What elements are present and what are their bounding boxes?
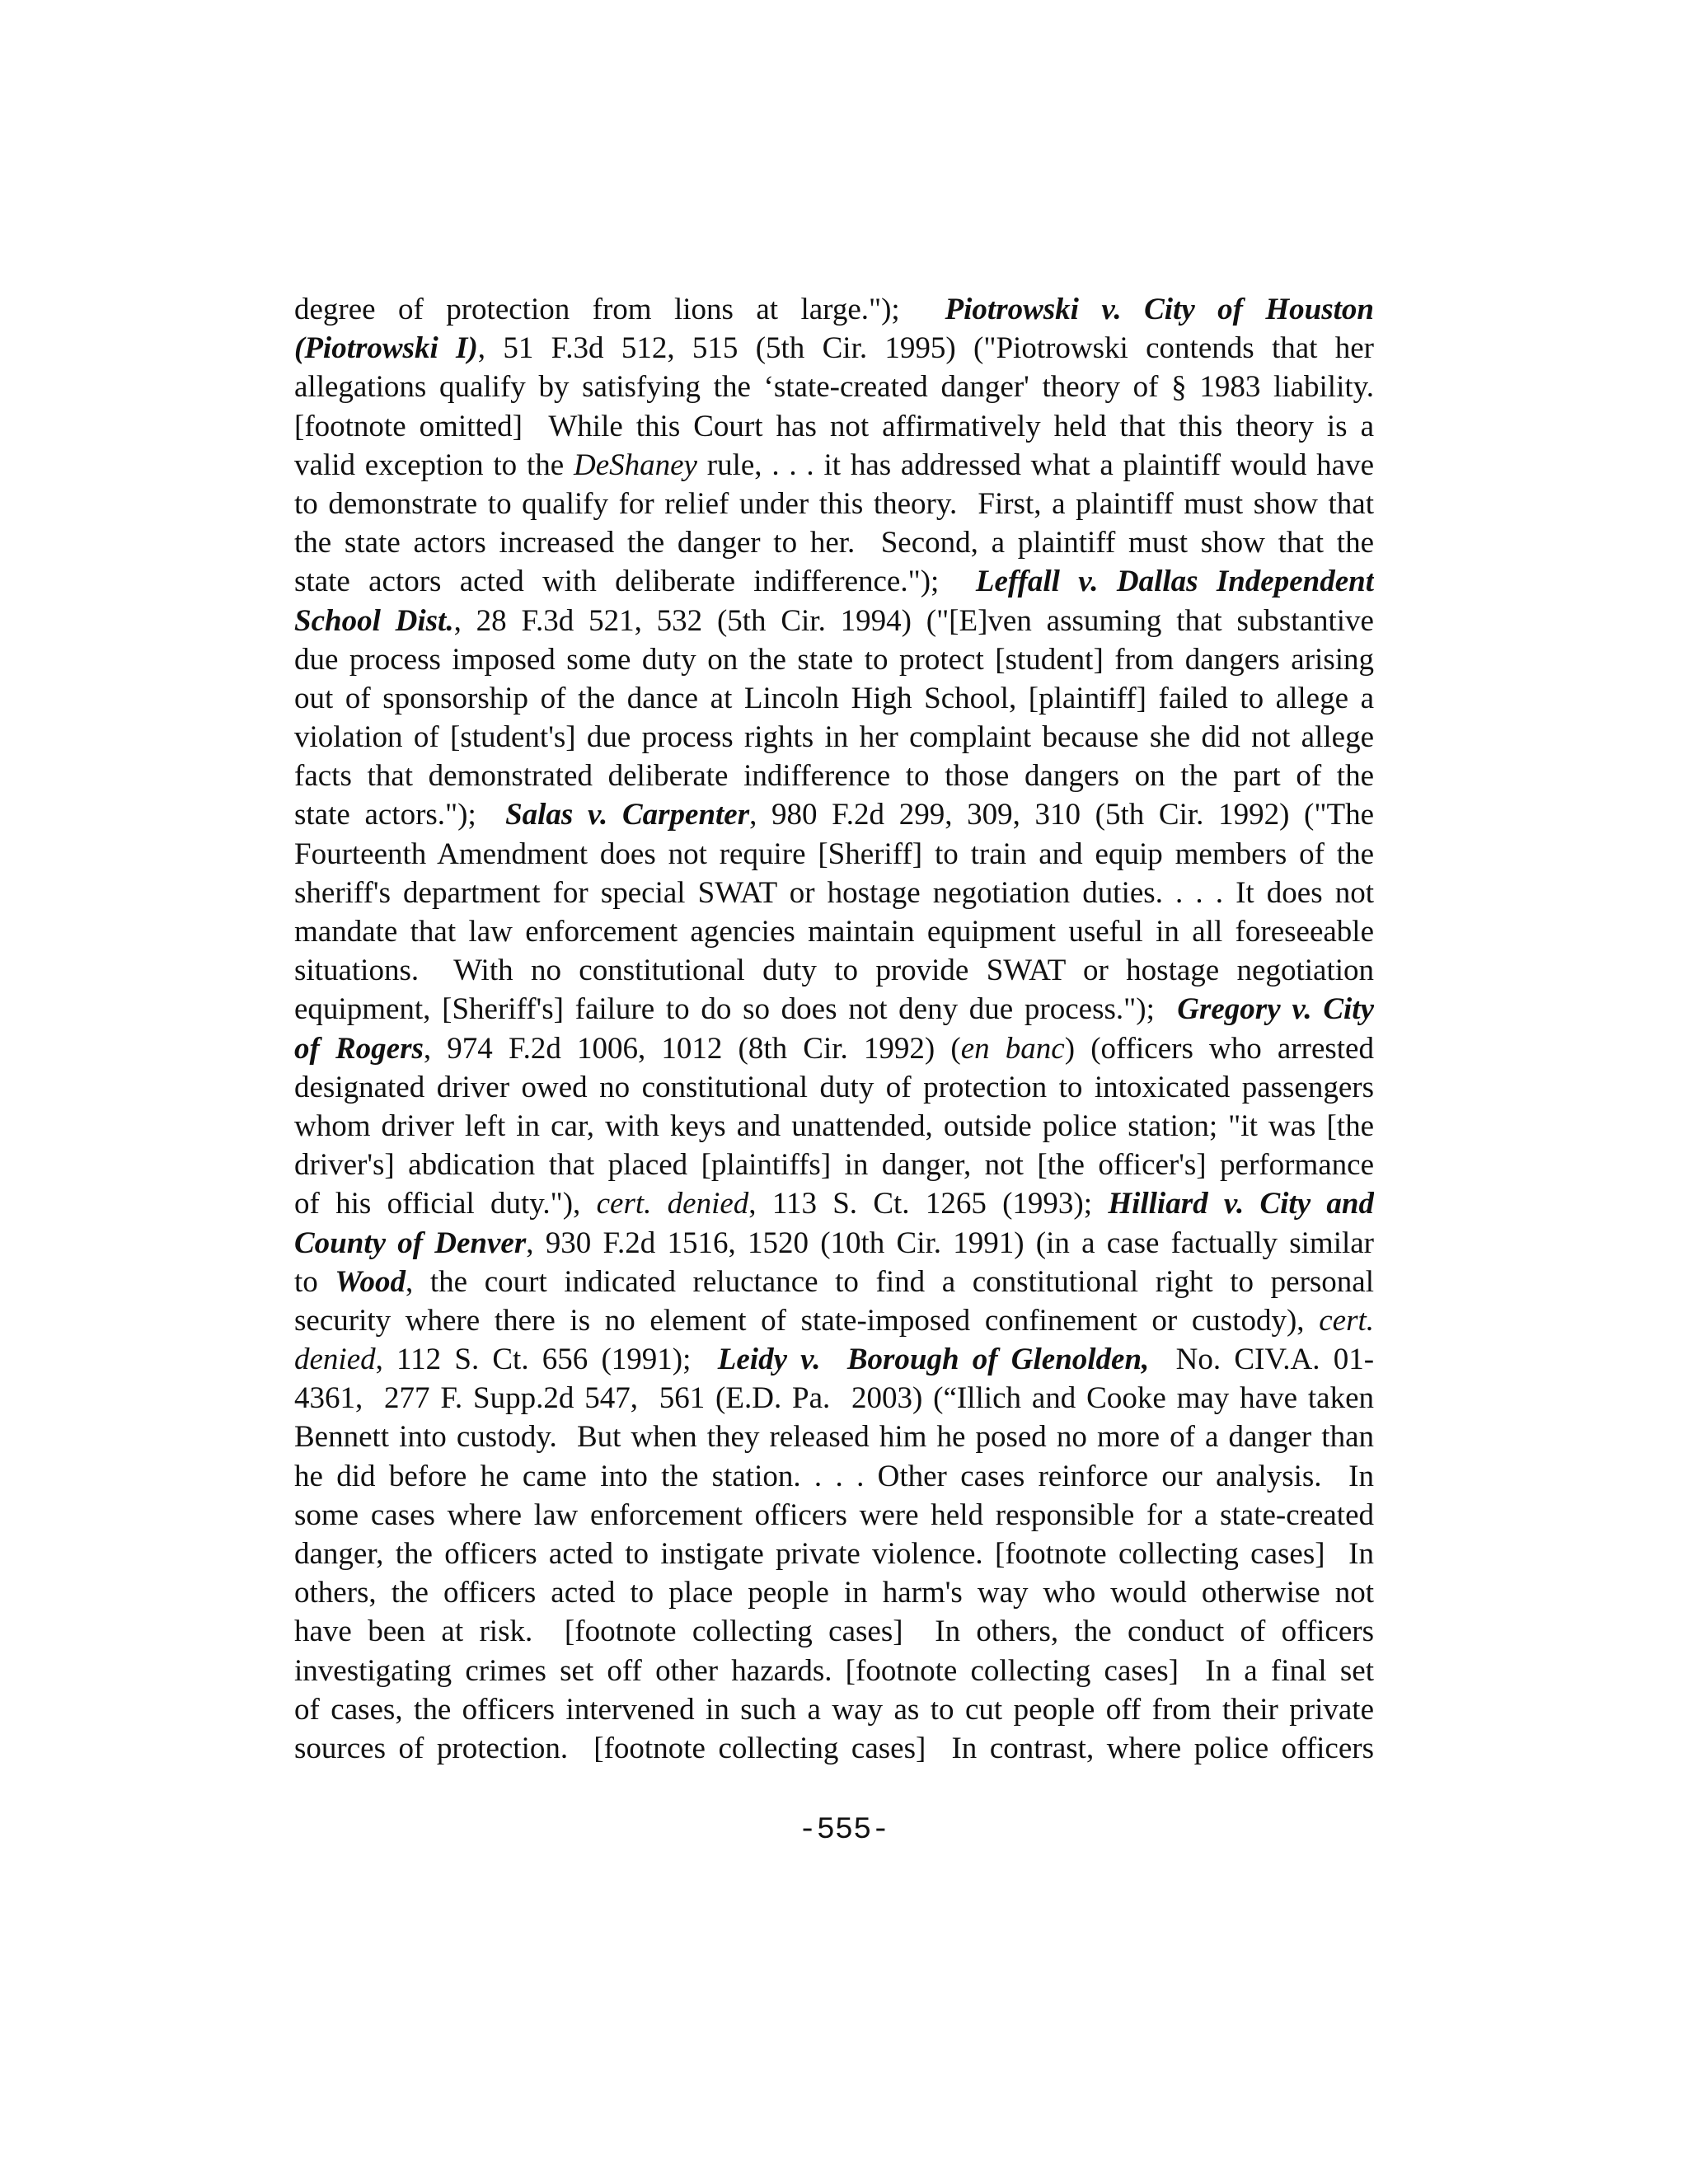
text-segment: No. CIV.A. 01- (1149, 1343, 1374, 1377)
text-segment: [footnote omitted] While this Court has not affirmatively held that this theory is a (294, 409, 1374, 443)
text-line (294, 407, 1374, 446)
text-line (294, 523, 1374, 562)
case-name: School Dist. (294, 603, 454, 638)
text-line (294, 1457, 1374, 1496)
text-line (294, 290, 1374, 329)
text-segment: to (294, 1264, 335, 1299)
text-segment: danger, the officers acted to instigate private violence. [footnote collecting cases] In (294, 1537, 1374, 1571)
text-segment: to demonstrate to qualify for relief under this theory. First, a plaintiff must show that (294, 486, 1374, 521)
text-line (294, 1340, 1374, 1379)
text-segment: the state actors increased the danger to her. Second, a plaintiff must show that the (294, 526, 1374, 560)
text-segment: rule, . . . it has addressed what a plaintiff would have (696, 448, 1374, 482)
text-segment: some cases where law enforcement officers were held responsible for a state-created (294, 1497, 1374, 1532)
text-segment: sources of protection. [footnote collecting cases] In contrast, where police officers (294, 1731, 1374, 1765)
text-segment: equipment, [Sheriff's] failure to do so does not deny due process."); (294, 992, 1178, 1027)
text-line (294, 951, 1374, 990)
text-line (294, 1107, 1374, 1146)
text-line (294, 329, 1374, 368)
text-line (294, 1690, 1374, 1729)
text-segment: allegations qualify by satisfying the ‘state-created danger' theory of § 1983 liability. (294, 370, 1374, 405)
text-line (294, 368, 1374, 406)
text-segment: 4361, 277 F. Supp.2d 547, 561 (E.D. Pa. 2003) (“Illich and Cooke may have taken (294, 1381, 1374, 1416)
case-name: Piotrowski v. City of Houston (945, 293, 1374, 326)
text-segment: have been at risk. [footnote collecting cases] In others, the conduct of officers (294, 1615, 1374, 1649)
text-line (294, 1263, 1374, 1301)
text-line (294, 1652, 1374, 1690)
text-line (294, 990, 1374, 1029)
text-segment: , 113 S. Ct. 1265 (1993); (748, 1187, 1109, 1221)
case-name: of Rogers (294, 1031, 424, 1066)
text-line (294, 835, 1374, 874)
italic-text: en banc (960, 1031, 1065, 1066)
case-name: Salas v. Carpenter (505, 798, 750, 832)
text-segment: , 974 F.2d 1006, 1012 (8th Cir. 1992) ( (423, 1031, 961, 1066)
italic-text: denied (294, 1343, 376, 1377)
case-name: County of Denver (294, 1226, 527, 1260)
text-line (294, 1224, 1374, 1263)
text-segment: valid exception to the (294, 448, 574, 482)
text-line (294, 795, 1374, 834)
text-line (294, 446, 1374, 485)
text-line (294, 1029, 1374, 1068)
text-segment: whom driver left in car, with keys and unattended, outside police station; "it was [the (294, 1108, 1374, 1143)
text-segment: Fourteenth Amendment does not require [Sheriff] to train and equip members of the (294, 837, 1374, 871)
text-segment: designated driver owed no constitutional duty of protection to intoxicated passengers (294, 1070, 1374, 1104)
italic-text: DeShaney (573, 448, 697, 482)
text-segment: , the court indicated reluctance to find a constitutional right to personal (406, 1264, 1374, 1299)
text-line (294, 1146, 1374, 1184)
text-segment: state actors."); (294, 798, 506, 832)
text-line (294, 1379, 1374, 1418)
text-segment: degree of protection from lions at large."); (294, 293, 945, 326)
text-segment: security where there is no element of state-imposed confinement or custody), (294, 1303, 1320, 1338)
text-line (294, 679, 1374, 718)
text-segment: state actors acted with deliberate indifference."); (294, 565, 976, 599)
italic-text: cert. denied (596, 1187, 749, 1221)
text-segment: mandate that law enforcement agencies maintain equipment useful in all foreseeable (294, 915, 1374, 949)
text-segment: driver's] abdication that placed [plaintiffs] in danger, not [the officer's] performance (294, 1148, 1374, 1183)
italic-text: cert. (1319, 1303, 1374, 1338)
text-line (294, 1612, 1374, 1651)
page-number: -555- (798, 1813, 890, 1848)
text-segment: of cases, the officers intervened in such a way as to cut people off from their private (294, 1692, 1374, 1727)
case-name: Leidy v. Borough of Glenolden, (717, 1343, 1150, 1377)
body-text (294, 290, 1374, 1768)
text-segment: , 51 F.3d 512, 515 (5th Cir. 1995) ("Piotrowski contends that her (477, 331, 1374, 366)
text-segment: , 980 F.2d 299, 309, 310 (5th Cir. 1992) ("The (749, 798, 1374, 832)
case-name: Gregory v. City (1177, 992, 1374, 1027)
text-line (294, 757, 1374, 795)
case-name: Hilliard v. City and (1108, 1187, 1374, 1221)
text-line (294, 1184, 1374, 1223)
text-line (294, 1068, 1374, 1107)
text-segment: facts that demonstrated deliberate indifference to those dangers on the part of the (294, 759, 1374, 794)
text-segment: others, the officers acted to place people in harm's way who would otherwise not (294, 1576, 1374, 1610)
text-line (294, 1496, 1374, 1535)
text-line (294, 1535, 1374, 1573)
text-segment: sheriff's department for special SWAT or hostage negotiation duties. . . . It does not (294, 875, 1374, 910)
case-name: (Piotrowski I) (294, 331, 478, 366)
text-line (294, 1573, 1374, 1612)
text-line (294, 562, 1374, 601)
text-segment: of his official duty."), (294, 1187, 597, 1221)
text-line (294, 1418, 1374, 1456)
text-line (294, 485, 1374, 523)
text-line (294, 912, 1374, 951)
text-line (294, 874, 1374, 912)
text-segment: he did before he came into the station. . . . Other cases reinforce our analysis. In (294, 1459, 1374, 1493)
text-segment: , 112 S. Ct. 656 (1991); (375, 1343, 718, 1377)
text-line (294, 1729, 1374, 1768)
text-segment: violation of [student's] due process rights in her complaint because she did not allege (294, 720, 1374, 755)
text-segment: Bennett into custody. But when they released him he posed no more of a danger than (294, 1420, 1374, 1455)
case-name: Wood (335, 1264, 406, 1299)
text-line (294, 602, 1374, 640)
text-segment: investigating crimes set off other hazards. [footnote collecting cases] In a final set (294, 1653, 1374, 1688)
text-line (294, 718, 1374, 757)
text-segment: situations. With no constitutional duty to provide SWAT or hostage negotiation (294, 954, 1374, 988)
text-line (294, 1301, 1374, 1340)
text-segment: , 28 F.3d 521, 532 (5th Cir. 1994) ("[E]ven assuming that substantive (453, 603, 1374, 638)
text-segment: , 930 F.2d 1516, 1520 (10th Cir. 1991) (in a case factually similar (526, 1226, 1374, 1260)
text-segment: ) (officers who arrested (1064, 1031, 1374, 1066)
text-segment: out of sponsorship of the dance at Lincoln High School, [plaintiff] failed to allege a (294, 681, 1374, 715)
text-line (294, 640, 1374, 679)
text-segment: due process imposed some duty on the state to protect [student] from dangers arising (294, 642, 1374, 677)
case-name: Leffall v. Dallas Independent (975, 565, 1374, 599)
